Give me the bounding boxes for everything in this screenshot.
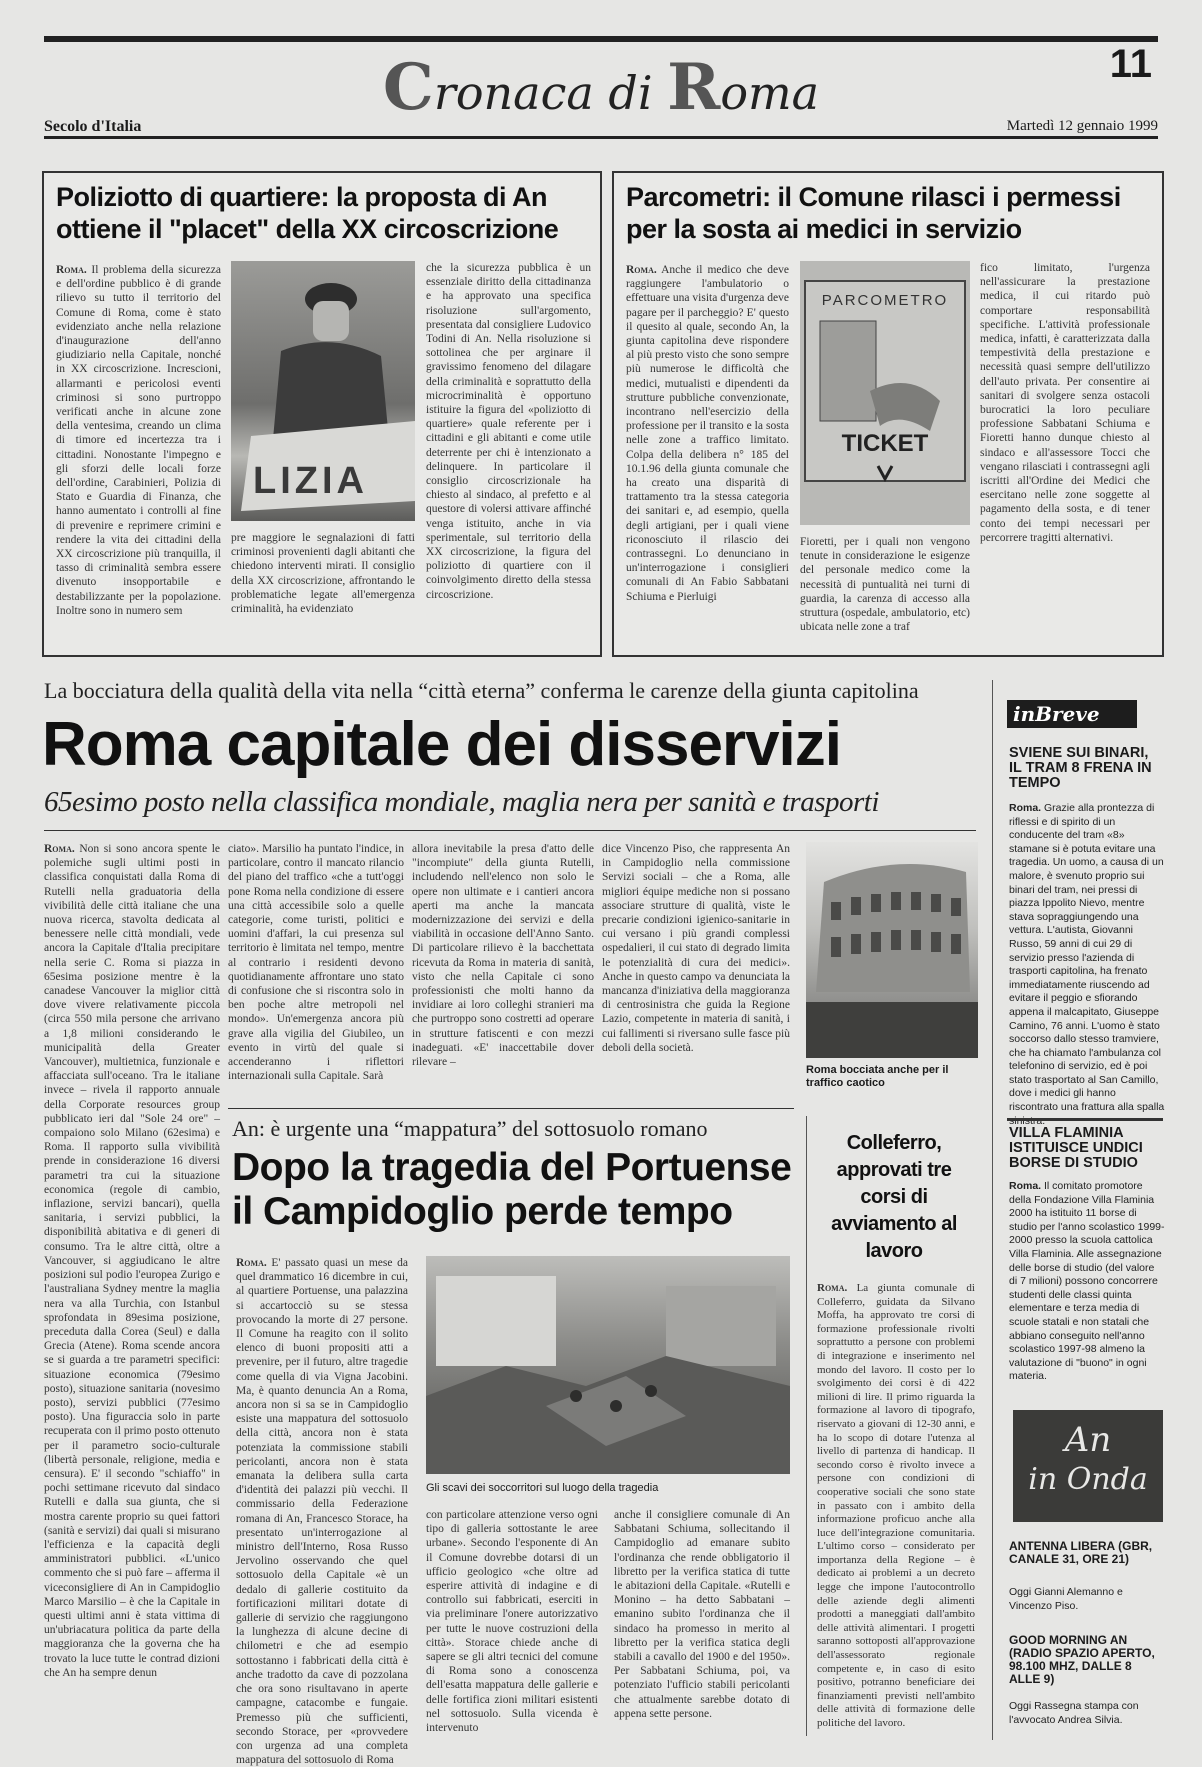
inbreve-item4-text: Oggi Rassegna stampa con l'avvocato Andrea Silvia. [1009, 1700, 1139, 1726]
colosseum-illustration [806, 842, 978, 1058]
parking-meter-illustration [800, 261, 970, 525]
top-rule [44, 36, 1158, 42]
portuense-top-rule [228, 1108, 794, 1109]
main-subhead: 65esimo posto nella classifica mondiale, maglia nera per sanità e trasporti [44, 786, 879, 818]
svg-text:LIZIA: LIZIA [253, 460, 368, 502]
photo-colosseum [806, 842, 978, 1058]
inbreve-item2-title: VILLA FLAMINIA ISTITUISCE UNDICI BORSE DI STUDIO [1009, 1125, 1143, 1171]
article-parcometri-headline: Parcometri: il Comune rilasci i permessi per la sosta ai medici in servizio [626, 182, 1121, 244]
photo-collapse-site [426, 1256, 790, 1474]
inbreve-item4-title: GOOD MORNING AN (RADIO SPAZIO APERTO, 98.100 MHZ, DALLE 8 ALLE 9) [1009, 1633, 1155, 1686]
ticket-label: TICKET [841, 430, 929, 457]
inbreve-item1-title: SVIENE SUI BINARI, IL TRAM 8 FRENA IN TEMPO [1009, 745, 1152, 791]
article-parcometri-col1 [626, 263, 789, 648]
inbreve-sidebar [992, 680, 1169, 1740]
photo-police-officer [231, 261, 415, 521]
dateline: Roma. [1009, 802, 1042, 814]
an-in-onda-line1: An [1064, 1420, 1112, 1460]
portuense-headline: Dopo la tragedia del Portuense il Campidoglio perde tempo [232, 1146, 792, 1233]
body-text: Il problema della sicurezza e dell'ordine pubblico è di grande rilievo su tutto il territorio del Comune di Roma, come è stato evidenziato anche nella relazione d'inaugurazione dell'anno giudiziario nella Capitale, nonché in XX circoscrizione. Increscioni, allarmanti e pericolosi eventi criminosi si sono purtroppo verificati anche in alcune zone della ventesima, creando un clima di timore ed incertezza tra i cittadini. Nonostante l'impegno e gli sforzi delle locali forze dell'ordine, Carabinieri, Polizia di Stato e Guardia di Finanza, che hanno aumentato i controlli al fine di prevenire e reprimere crimini e rendere la vita dei cittadini della XX circoscrizione più tranquilla, il tasso di criminalità sembra essere divenuto insopportabile e destabilizzante per la popolazione. Inoltre sono in numero sem [56, 264, 221, 617]
portuense-col1 [236, 1256, 408, 1767]
photo-collapse-caption: Gli scavi dei soccorritori sul luogo della tragedia [426, 1482, 659, 1494]
inbreve-item2-text [1009, 1180, 1165, 1383]
colleferro-headline: Colleferro, approvati tre corsi di avviamento al lavoro [831, 1132, 957, 1262]
dateline: Roma. [236, 1257, 267, 1269]
article-poliziotto [42, 171, 602, 657]
parking-meter-sign: PARCOMETRO [821, 292, 949, 309]
dateline: Roma. [44, 843, 75, 855]
body-text: Non si sono ancora spente le polemiche sugli ultimi posti in classifica conquistati dalla Roma di Rutelli nella graduatoria della vivibilità delle città italiane che una nuova ricerca, stavolta dedicata al benessere nelle città mondiali, vede ancora la Capitale d'Italia precipitare nella serie C. Roma si piazza in 65esima posizione mentre è la canadese Vancouver la miglior città dove vivere relativamente piccola (circa 550 mila persone che arrivano a 1,8 milioni considerando le municipalità della Greater Vancouver), multietnica, funzionale e affacciata sull'oceano. Tra le italiane invece – rivela il rapporto annuale della Corporate resources group pubblicato ieri dal "Sole 24 ore" – compaiono solo Milano (62esima) e Roma. Il rapporto sulla vivibilità prende in considerazione 16 diversi parametri tra cui la situazione economica (regole di cambio, inflazione, servizi bancari), quella sanitaria, i servizi pubblici, la disponibilità abitativa e di generi di consumo. Tra le altre città, oltre a Vancouver, si aggiudicano le altre posizioni sul podio l'europea Zurigo e l'australiana Sydney mentre la maglia nera va alla Turchia, con Istanbul sprofondata in 89esima posizione, preceduta dalla Corea (Seul) e dalla Grecia (Atene). Roma scende ancora se si guarda a tre parametri specifici: situazione economica (79esimo posto), situazione sanitaria (novesimo posto), servizi pubblici (77esimo posto). Una figuraccia solo in parte recuperata con il primo posto ottenuto per il parametro socio-culturale (libertà personale, religione, media e censura). E' il secondo "schiaffo" in pochi settimane ricevuto dal sindaco Rutelli e dalla sua giunta, che si mostra carente proprio su quei fattori (sanità e servizi) dai quali si misurano l'efficienza e la capacità degli amministratori pubblici. «L'unico commento che si può fare – afferma il viceconsigliere di An in Campidoglio Marco Marsilio – è che la Capitale in questi ultimi anni è stata vittima di un'ubriacatura politica da parte della maggioranza che la governa che ha trovato la luce tutte le contrad dizioni che An ha sempre denun [44, 843, 220, 1679]
portuense-col2: con particolare attenzione verso ogni tipo di galleria sottostante le aree urbane». Secondo l'esponente di An il Comune dovrebbe dotarsi di un ufficio geologico «che oltre ad esperire attività di indagine e di controllo sui fabbricati, eserciti in via preliminare l'onere autorizzativo per tutte le nuove costruzioni della città». Storace chiede anche di sapere se gli altri tecnici del comune di Roma sono a conoscenza dell'esatta mappatura delle gallerie e delle fortifica zioni militari esistenti nel sottosuolo. Sulla vicenda è intervenuto [426, 1509, 598, 1735]
main-kicker: La bocciatura della qualità della vita nella “città eterna” conferma le carenze della giunta capitolina [44, 678, 919, 703]
dateline: Roma. [56, 264, 87, 276]
an-in-onda-line2: in Onda [1028, 1462, 1148, 1497]
main-col1 [44, 842, 220, 1738]
police-officer-illustration [231, 261, 415, 521]
article-poliziotto-col2: pre maggiore le segnalazioni di fatti criminosi provenienti dagli abitanti che chiedono interventi mirati. Il consiglio della XX circoscrizione, affrontando le problematiche legate all'emergenza criminalità, ha evidenziato [231, 532, 415, 616]
article-parcometri-col2: Fioretti, per i quali non vengono tenute in considerazione le esigenze del personale medico come la necessità di puntualità nei turni di guardia, la carenza di accesso alla struttura (ospedale, ambulatorio, etc) ubicata nelle zone a traf [800, 536, 970, 634]
an-in-onda-box [1013, 1410, 1163, 1522]
dateline: Roma. [626, 264, 657, 276]
body-text: E' passato quasi un mese da quel drammatico 16 dicembre in cui, al quartiere Portuense, una palazzina si accartocciò su se stessa provocando la morte di 27 persone. Il Comune ha reagito con il solito elenco di buoni propositi atti a prevenire, per il futuro, altre tragedie come quella di via Vigna Jacobini. Ma, è quanto denuncia An a Roma, ancora non si sa se in Campidoglio esiste una mappatura del sottosuolo della città, ancora non è stata potenziata la commissione stabili pericolanti, ancora non è stata emanata la delibera sulla carta d'identità dei palazzi più vecchi. Il commissario della Federazione romana di An, Francesco Storace, ha presentato un'interrogazione al ministro dell'Interno, Rosa Russo Jervolino osservando che quel sottosuolo della Capitale «è un dedalo di gallerie costituito da fortificazioni militari dotate di gallerie di servizio che raggiungono la lunghezza di alcune decine di chilometri e che ad esempio sottostanno i fabbricati della città è anche tradotto da cave di pozzolana che ora sono risultavano in aperte campagne, catacombe e fungaie. Premesso più che sufficienti, secondo Storace, per «provvedere con urgenza ad una completa mappatura del sottosuolo di Roma [236, 1257, 408, 1767]
article-parcometri-col3: fico limitato, l'urgenza nell'assicurare la prestazione medica, il cui ritardo può comportare responsabilità specifiche. L'attività professionale medica, infatti, è caratterizzata dalla tempestività della prestazione e necessità quasi sempre dell'utilizzo dell'auto privata. Per consentire ai sanitari di svolgere senza ostacoli burocratici la loro peculiare professione Sabbatani Schiuma e Fioretti hanno dunque chiesto al sindaco e all'assessore Tocci che vengano rilasciati i contrassegni agli iscritti all'Ordine dei Medici che esercitano nelle zone soggette al pagamento della sosta, e di tener conto dei tempi necessari per percorrere tragitti alternativi. [980, 262, 1150, 544]
body-text: La giunta comunale di Colleferro, guidata da Silvano Moffa, ha approvato tre corsi di formazione professionale rivolti soprattutto a persone con problemi di integrazione e inserimento nel mondo del lavoro. Il costo per lo svolgimento dei corsi è di 422 milioni di lire. Il primo riguarda la formazione al lavoro di tipografo, riservato a giovani di 12-30 anni, e ha lo scopo di dotare l'utenza al livello di partenza di handicap. Il secondo corso è rivolto invece a persone con condizioni di cooperative sociali che sono state in passato con i ambito della informazione proficuo anche alla luce dell'integrazione comunitaria. L'ultimo corso – considerato per importanza della Regione – è dedicato ai problemi a un decreto legge che impone l'autocontrollo delle aziende degli alimenti prodotti a maneggiati dall'ambito delle attività alimentari. I progetti saranno sottoposti all'approvazione dell'assessorato regionale competente e, in caso di esito positivo, potranno beneficiare dei finanziamenti previsti nell'ambito delle attività di formazione delle politiche del lavoro. [817, 1282, 975, 1729]
article-colleferro [806, 1116, 979, 1736]
section-title [0, 50, 1202, 125]
colleferro-body [817, 1282, 975, 1732]
body-text: Il comitato promotore della Fondazione Villa Flaminia 2000 ha istituito 11 borse di studio per l'anno scolastico 1999-2000 presso la scuola cattolica Villa Flaminia. Alle assegnazione delle borse di studio (del valore di 7 milioni) possono concorrere studenti delle classi quinta elementare e terza media di scuole statali e non statali che abbiano conseguito nell'anno scolastico 1997-98 almeno la valutazione di "buono" in ogni materia. [1009, 1180, 1165, 1383]
dateline: Roma. [817, 1282, 848, 1294]
inbreve-divider1 [1007, 1118, 1163, 1121]
section-title-middle: ronaca di [433, 66, 668, 120]
portuense-kicker: An: è urgente una “mappatura” del sottosuolo romano [232, 1116, 708, 1141]
photo-parking-meter [800, 261, 970, 525]
inbreve-item3-title: ANTENNA LIBERA (GBR, CANALE 31, ORE 21) [1009, 1539, 1153, 1566]
photo-colosseum-caption: Roma bocciata anche per il traffico caotico [806, 1064, 949, 1089]
newspaper-name: Secolo d'Italia [44, 118, 142, 135]
inbreve-item1-text [1009, 802, 1165, 1114]
dateline: Roma. [1009, 1180, 1042, 1192]
inbreve-item3-text: Oggi Gianni Alemanno e Vincenzo Piso. [1009, 1586, 1123, 1612]
article-parcometri [612, 171, 1164, 657]
inbreve-label: inBreve [1007, 700, 1137, 728]
body-text: Grazie alla prontezza di riflessi e di spirito di un conducente del tram «8» stamane si è potuta evitare una tragedia. Un uomo, a causa di un malore, è svenuto proprio sui binari del tram, nei pressi di piazza Ippolito Nievo, mentre stava sopraggiungendo una vettura. L'autista, Giovanni Russo, 59 anni di cui 29 di servizio presso l'azienda di trasporti capitolina, ha frenato immediatamente riuscendo ad evitare il peggio e sfiorando appena il malcapitato, Giuseppe Camino, 76 anni. L'uomo è stato soccorso dallo stesso tramviere, che ha chiamato l'ambulanza col telefonino di servizio, ed è poi stato trasportato al San Camillo, dove i medici gli hanno riscontrato una frattura alla spalla [1009, 802, 1165, 1114]
portuense-col3: anche il consigliere comunale di An Sabbatani Schiuma, sollecitando il Campidoglio ad emanare subito l'ordinanza che rende obbligatorio il libretto per la verifica statica di tutte le abitazioni della Capitale. «Rutelli e Monino – ha detto Sabbatani – emanino subito l'ordinanza che il sindaco ha promesso in merito al libretto per la verifica statica degli stabili a cavallo del 1900 e del 1950». Per Sabbatani Schiuma, poi, va potenziato l'ufficio stabili pericolanti che attualmente sarebbe dotato di appena sette persone. [614, 1509, 790, 1720]
main-col2: ciato». Marsilio ha puntato l'indice, in particolare, contro il mancato rilancio del piano del traffico «che a tutt'oggi pone Roma nella condizione di essere una città accessibile solo a quelle categorie, come turisti, politici e uomini d'affari, la cui presenza sul territorio è limitata nel tempo, mentre al contrario i residenti devono quotidianamente affrontare uno stato di confusione che si riscontra solo in ben poche altre metropoli nel mondo». Un'emergenza ancora più grave alla vigilia del Giubileo, un evento in virtù del quale si accenderanno i riflettori internazionali sulla Capitale. Sarà [228, 843, 404, 1083]
header-bottom-rule [44, 136, 1158, 139]
section-title-initial-r: R [667, 50, 721, 125]
section-title-end: oma [720, 66, 820, 120]
body-text: Anche il medico che deve raggiungere l'ambulatorio o effettuare una visita d'urgenza deve pagare per il parcheggio? E' questo il quesito al quale, secondo An, la giunta capitolina deve rispondere al più presto visto che sono sempre più numerose le difficoltà che medici, mutualisti e dipendenti da strutture pubbliche convenzionate, incontrano nell'esercizio della professione per il transito e la sosta nelle zone a traffico limitato. Colpa della delibera n° 185 del 10.1.96 della giunta comunale che ha creato una disparità di trattamento tra la stessa categoria dei sanitari e, ad esempio, quella degli artigiani, per i quali viene riconosciuto il rilascio dei contrassegni. Lo denunciano in un'interrogazione i consiglieri comunali di An Fabio Sabbatani Schiuma e Pierluigi [626, 264, 789, 603]
issue-date: Martedì 12 gennaio 1999 [1006, 118, 1158, 134]
article-poliziotto-col3: che la sicurezza pubblica è un essenziale diritto della cittadinanza e ha approvato una specifica risoluzione sull'argomento, presentata dal consigliere Ludovico Todini di An. Nella risoluzione si sottolinea che per arginare il gravissimo fenomeno del dilagare della criminalità e soprattutto della microcriminalità è opportuno istituire la figura del «poliziotto di quartiere» quale referente per i cittadini e gli abitanti e come utile deterrente per chi è intenzionato a delinquere. In particolare il consiglio circoscrizionale ha chiesto al sindaco, al prefetto e al questore di volersi attivare affinché venga istituito, anche in via sperimentale, sul territorio della XX circoscrizione, la figura del poliziotto di quartiere con il coinvolgimento diretto della stessa circoscrizione. [426, 262, 591, 601]
main-col4: dice Vincenzo Piso, che rappresenta An in Campidoglio nella commissione Servizi sociali – che a Roma, alle migliori équipe mediche non si possano associare strutture di qualità, viste le precarie condizioni igienico-sanitarie in cui versano i più grandi complessi ospedalieri, il cui stato di degrado limita le potenzialità di cura dei medici». Anche in questo campo va denunciata la mancanza d'iniziativa della maggioranza di centrosinistra che guida la Regione Lazio, competente in materia di sanità, i cui fallimenti si riversano sulle fasce più deboli della società. [602, 843, 790, 1054]
article-poliziotto-col1 [56, 263, 221, 648]
collapse-site-illustration [426, 1256, 790, 1474]
main-headline: Roma capitale dei disservizi [42, 710, 842, 779]
main-col3: allora inevitabile la presa d'atto delle "incompiute" della giunta Rutelli, includendo nell'elenco non solo le opere non ultimate e i cantieri ancora aperti ma anche la mancata modernizzazione dei servizi e della viabilità in occasione dell'Anno Santo. Di particolare rilievo è la bacchettata ricevuta da Roma in materia di sanità, visto che nella Capitale ci sono professionisti che molti hanno da invidiare ai loro colleghi stranieri ma che purtroppo sono costretti ad operare in strutture fatiscenti e con mezzi inadeguati. «E' inaccettabile dover rilevare – [412, 843, 594, 1069]
section-title-initial-c: C [382, 50, 434, 125]
main-divider [44, 830, 976, 831]
page-number: 11 [1109, 42, 1152, 86]
article-poliziotto-headline: Poliziotto di quartiere: la proposta di An ottiene il "placet" della XX circoscrizione [56, 182, 559, 244]
